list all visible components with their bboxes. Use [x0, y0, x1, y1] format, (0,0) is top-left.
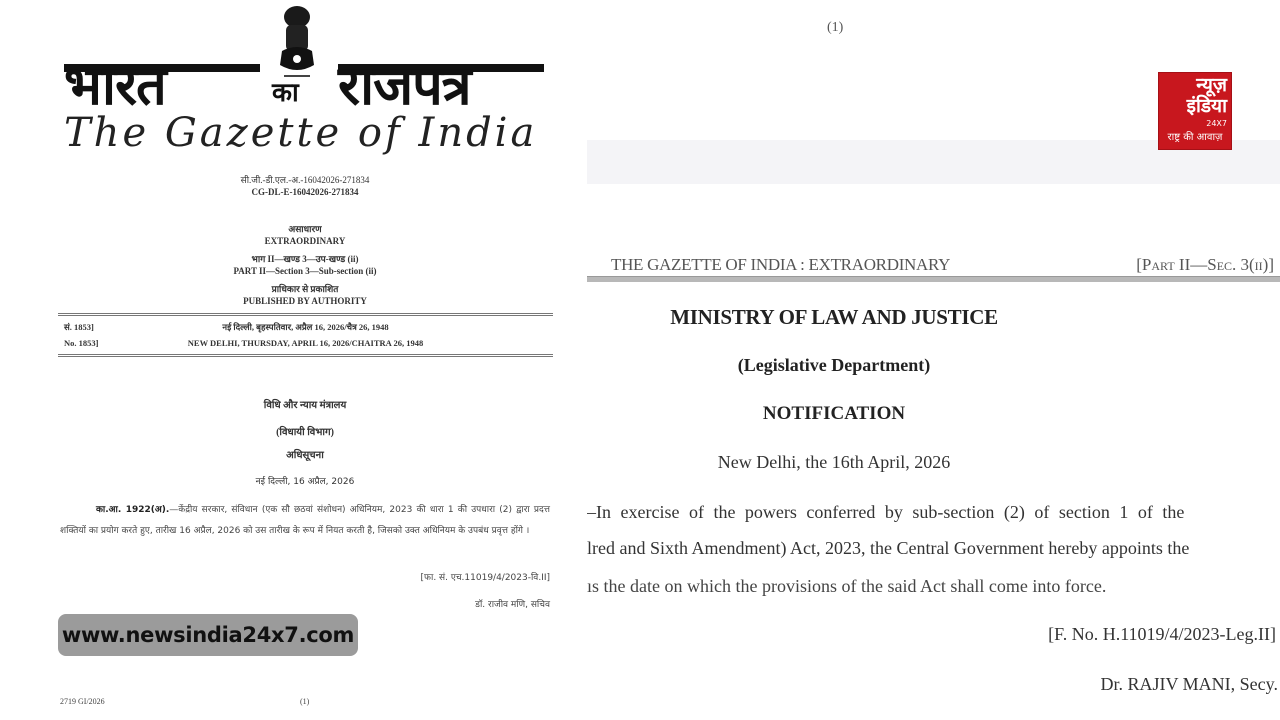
notice-date-english: New Delhi, the 16th April, 2026: [717, 452, 951, 472]
issue-number-english: No. 1853]: [64, 338, 99, 348]
website-watermark[interactable]: www.newsindia24x7.com: [58, 614, 358, 656]
notice-date-hindi: नई दिल्ली, 16 अप्रैल, 2026: [255, 477, 355, 487]
page-number-top: (1): [827, 20, 844, 35]
running-head-part: [Part II—Sec. 3(ii)]: [1136, 255, 1274, 274]
notice-body-line-1: –In exercise of the powers conferred by sub-section (2) of section 1 of the: [587, 502, 1185, 522]
ministry-hindi: विधि और न्याय मंत्रालय: [263, 400, 347, 411]
code-english: CG-DL-E-16042026-271834: [251, 187, 359, 197]
ministry-english: MINISTRY OF LAW AND JUSTICE: [670, 305, 998, 329]
signatory-english: Dr. RAJIV MANI, Secy.: [1100, 674, 1278, 694]
code-hindi: सी.जी.-डी.एल.-अ.-16042026-271834: [240, 175, 370, 185]
issue-number-hindi: सं. 1853]: [64, 322, 94, 332]
masthead-english: The Gazette of India: [64, 110, 538, 156]
file-ref-hindi: [फा. सं. एच.11019/4/2023-वि.II]: [420, 573, 550, 583]
footer-code: 2719 GI/2026: [60, 697, 105, 706]
dateline-english: [58, 337, 553, 349]
page-divider: [580, 0, 587, 720]
dateline-box: [58, 313, 553, 357]
notice-body-line-3: ıs the date on which the provisions of the said Act shall come into force.: [587, 576, 1107, 596]
footer-page-number: (1): [300, 697, 310, 706]
masthead-rajpatra: राजपत्र: [338, 54, 471, 117]
authority-english: PUBLISHED BY AUTHORITY: [243, 296, 367, 306]
running-head-rule: [587, 276, 1280, 282]
notification-title-hindi: अधिसूचना: [286, 450, 324, 461]
part-english: PART II—Section 3—Sub-section (ii): [233, 266, 377, 276]
logo-line-india: इंडिया: [1186, 95, 1227, 117]
logo-tagline: राष्ट्र की आवाज़: [1167, 132, 1223, 143]
part-hindi: भाग II—खण्ड 3—उप-खण्ड (ii): [251, 254, 359, 264]
news-india-logo[interactable]: [1158, 72, 1232, 150]
notice-body-hindi: [60, 500, 550, 542]
notice-body-text: —केंद्रीय सरकार, संविधान (एक सौ छठवां संशोधन) अधिनियम, 2023 की धारा 1 की उपधारा (2) द्वारा प्रदत्त शक्तियों का प्रयोग करते हुए, तारीख 16 अप्रैल, 2026 को उस तारीख के रूप में नियत करती है, जिसको उक्त अधिनियम के उपबंध प्रवृत्त होंगे ।: [60, 505, 550, 536]
signatory-hindi: डॉ. राजीव मणि, सचिव: [475, 600, 550, 610]
logo-line-247: 24X7: [1206, 119, 1227, 128]
department-hindi: (विधायी विभाग): [276, 427, 334, 438]
gazette-hindi-page: [0, 0, 580, 720]
dateline-hindi-text: नई दिल्ली, बृहस्पतिवार, अप्रैल 16, 2026/चैत्र 26, 1948: [222, 322, 389, 332]
running-head-title: THE GAZETTE OF INDIA : EXTRAORDINARY: [611, 255, 951, 274]
masthead-ka: का: [272, 78, 298, 108]
edition-type-english: EXTRAORDINARY: [264, 236, 346, 246]
edition-type-hindi: असाधारण: [288, 224, 322, 234]
running-head: [611, 255, 1280, 275]
file-ref-english: [F. No. H.11019/4/2023-Leg.II]: [1048, 624, 1276, 644]
gazette-english-page: [587, 0, 1280, 720]
dateline-hindi: [58, 321, 553, 333]
so-number: का.आ. 1922(अ).: [96, 505, 170, 515]
logo-line-news: न्यूज़: [1196, 74, 1227, 96]
notice-body-line-2: lred and Sixth Amendment) Act, 2023, the Central Government hereby appoints the: [587, 538, 1190, 558]
department-english: (Legislative Department): [737, 355, 931, 375]
dateline-english-text: NEW DELHI, THURSDAY, APRIL 16, 2026/CHAITRA 26, 1948: [187, 338, 424, 348]
authority-hindi: प्राधिकार से प्रकाशित: [271, 284, 339, 294]
notification-title-english: NOTIFICATION: [762, 403, 906, 424]
masthead-bharat: भारत: [64, 54, 166, 117]
masthead-hindi: [64, 54, 544, 117]
